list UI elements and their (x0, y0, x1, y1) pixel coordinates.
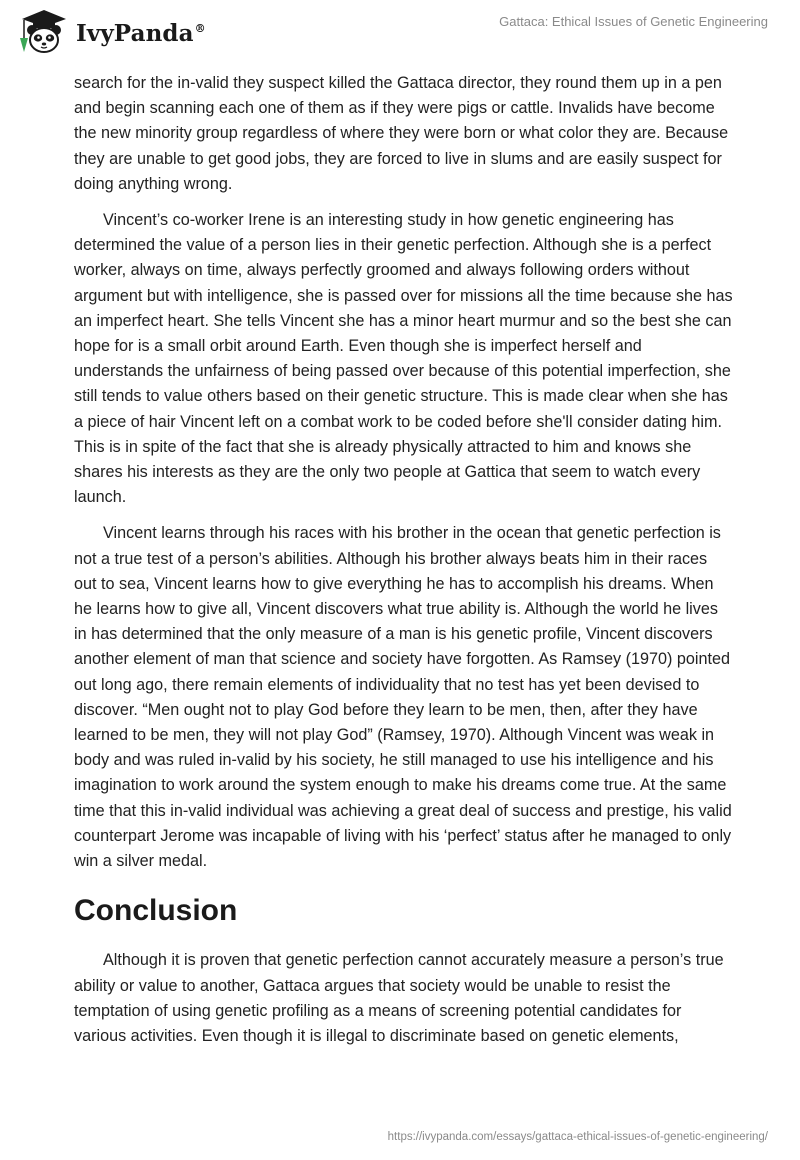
paragraph-4: Although it is proven that genetic perfection cannot accurately measure a person’s true ability or value to another, Gattaca argues that society would be unable to resist the temptation of using genetic profiling as a means of screening potential candidates for various activities. Even though it is illegal to discriminate based on genetic elements, (74, 951, 724, 1045)
document-title: Gattaca: Ethical Issues of Genetic Engineering (499, 14, 768, 29)
source-url[interactable]: https://ivypanda.com/essays/gattaca-ethical-issues-of-genetic-engineering/ (387, 1131, 768, 1143)
brand-text: IvyPanda (76, 19, 194, 47)
brand-name (76, 20, 206, 47)
paragraph-3: Vincent learns through his races with his brother in the ocean that genetic perfection is not a true test of a person’s abilities. Although his brother always beats him in their races out to sea, Vincent learns how to give everything he has to accomplish his dreams. When he learns how to give all, Vincent discovers what true ability is. Although the world he lives in has determined that the only measure of a man is his genetic profile, Vincent discovers another element of man that science and society have forgotten. As Ramsey (1970) pointed out long ago, there remain elements of individuality that no test has yet been devised to discover. “Men ought not to play God before they learn to be men, then, after they have learned to be men, they will not play God” (Ramsey, 1970). Although Vincent was weak in body and was ruled in-valid by his society, he still managed to use his intelligence and his imagination to work around the system enough to make his dreams come true. At the same time that this in-valid individual was achieving a great deal of success and prestige, his valid counterpart Jerome was incapable of living with his ‘perfect’ status after he managed to only win a silver medal. (74, 524, 732, 871)
panda-graduate-icon (14, 8, 72, 56)
conclusion-heading: Conclusion (74, 894, 238, 928)
paragraph-1: search for the in-valid they suspect killed the Gattaca director, they round them up in a pen and begin scanning each one of them as if they were pigs or cattle. Invalids have become the new minority group regardless of where they were born or what color they are. Because they are unable to get good jobs, they are forced to live in slums and are easily suspect for doing anything wrong. (74, 74, 729, 193)
page-header (0, 0, 800, 70)
registered-mark: ® (194, 21, 206, 35)
ivypanda-logo[interactable] (14, 8, 206, 56)
paragraph-2: Vincent’s co-worker Irene is an interesting study in how genetic engineering has determined the value of a person lies in their genetic perfection. Although she is a perfect worker, always on time, always perfectly groomed and always following orders without argument but with intelligence, she is passed over for missions all the time because she has an imperfect heart. She tells Vincent she has a minor heart murmur and so the best she can hope for is a small orbit around Earth. Even though she is imperfect herself and understands the unfairness of being passed over because of this potential imperfection, she still tends to value others based on their genetic structure. This is made clear when she has a piece of hair Vincent left on a combat work to be coded before she'll consider dating him. This is in spite of the fact that she is already physically attracted to him and knows she shares his interests as they are the only two people at Gattica that seem to watch every launch. (74, 211, 733, 507)
essay-body (74, 71, 734, 1060)
